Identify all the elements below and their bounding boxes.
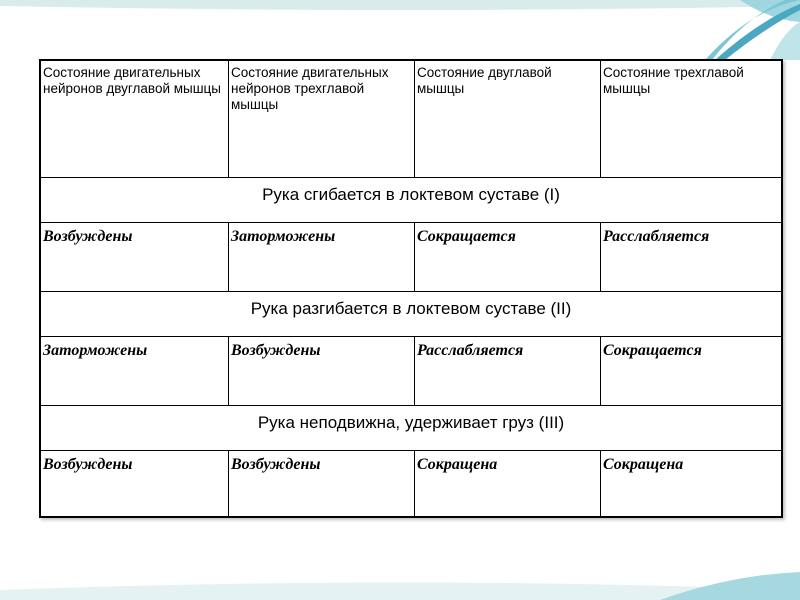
table-row xyxy=(41,336,781,405)
table-row xyxy=(41,222,781,291)
header-cell: Состояние двуглавой мышцы xyxy=(414,61,600,177)
section-title: Рука сгибается в локтевом суставе (I) xyxy=(262,185,560,204)
table-cell: Заторможены xyxy=(43,342,148,359)
table-cell: Возбуждены xyxy=(228,451,414,518)
section-title: Рука неподвижна, удерживает груз (III) xyxy=(257,413,565,432)
section-title-row xyxy=(41,291,781,336)
table-cell: Заторможены xyxy=(228,223,414,291)
table-row xyxy=(41,450,781,518)
table-cell: Возбуждены xyxy=(43,456,133,473)
header-cell: Состояние двигательных нейронов трехглавой мышцы xyxy=(228,61,414,177)
muscle-state-table xyxy=(39,59,783,518)
table-cell: Расслабляется xyxy=(414,337,600,405)
table-header-row xyxy=(41,61,781,177)
section-title: Рука разгибается в локтевом суставе (II) xyxy=(250,299,572,318)
table-cell: Сокращена xyxy=(414,451,600,518)
table-cell: Сокращается xyxy=(414,223,600,291)
table-cell: Возбуждены xyxy=(228,337,414,405)
section-title-row xyxy=(41,405,781,450)
header-cell: Состояние трехглавой мышцы xyxy=(600,61,783,177)
header-cell: Состояние двигательных нейронов двуглавой мышцы xyxy=(43,65,221,96)
table-cell: Сокращена xyxy=(600,451,783,518)
table-cell: Возбуждены xyxy=(43,228,133,245)
table-cell: Расслабляется xyxy=(600,223,783,291)
table-cell: Сокращается xyxy=(600,337,783,405)
section-title-row xyxy=(41,177,781,222)
